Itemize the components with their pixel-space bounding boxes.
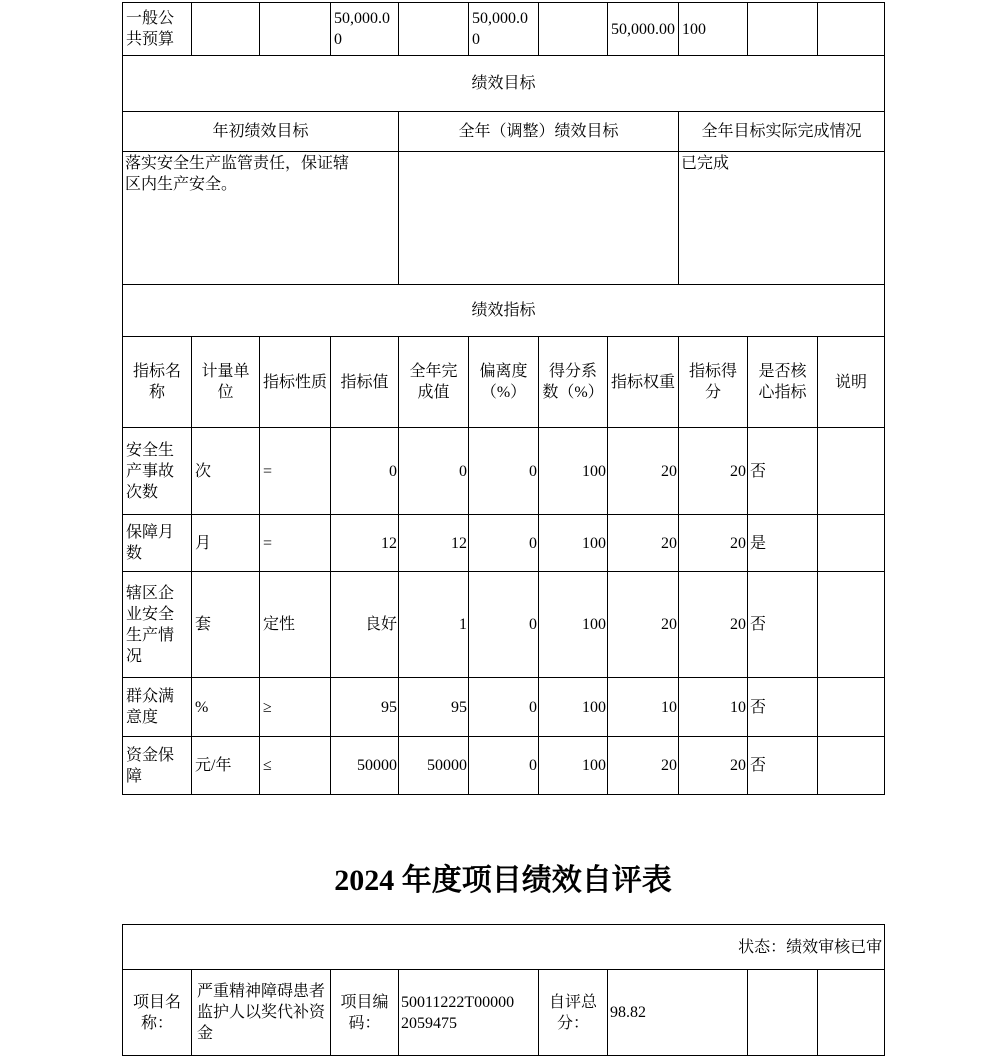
budget-performance-table	[122, 2, 885, 795]
indicator-target-cell: 50000	[331, 737, 399, 795]
indicator-nature-cell: ≤	[260, 737, 331, 795]
status-row	[123, 925, 885, 970]
indicator-weight-cell: 20	[608, 737, 679, 795]
indicator-nature-cell: 定性	[260, 572, 331, 678]
empty-cell	[539, 3, 608, 56]
indicator-unit-cell: 元/年	[192, 737, 260, 795]
header-core-indicator: 是否核心指标	[748, 337, 818, 428]
header-indicator-name: 指标名称	[123, 337, 192, 428]
status-badge: 状态：绩效审核已审	[123, 925, 885, 970]
adjusted-target-cell	[399, 152, 679, 285]
indicator-coefficient-cell: 100	[539, 515, 608, 572]
indicator-name-cell: 安全生产事故次数	[123, 428, 192, 515]
indicator-core-cell: 否	[748, 678, 818, 737]
indicator-unit-cell: 月	[192, 515, 260, 572]
empty-cell	[260, 3, 331, 56]
indicator-completed-cell: 0	[399, 428, 469, 515]
indicator-unit-cell: %	[192, 678, 260, 737]
indicator-coefficient-cell: 100	[539, 678, 608, 737]
initial-target-header: 年初绩效目标	[123, 112, 399, 152]
indicator-core-cell: 否	[748, 737, 818, 795]
indicator-name-cell: 保障月数	[123, 515, 192, 572]
indicator-score-cell: 10	[679, 678, 748, 737]
indicator-score-cell: 20	[679, 515, 748, 572]
indicator-weight-cell: 10	[608, 678, 679, 737]
initial-target-cell	[123, 152, 399, 285]
indicator-completed-cell: 12	[399, 515, 469, 572]
indicator-target-cell: 良好	[331, 572, 399, 678]
indicator-target-cell: 95	[331, 678, 399, 737]
indicator-name-cell: 辖区企业安全生产情况	[123, 572, 192, 678]
adjusted-target-header: 全年（调整）绩效目标	[399, 112, 679, 152]
indicator-coefficient-cell: 100	[539, 737, 608, 795]
project-code-label: 项目编码：	[331, 970, 399, 1056]
indicator-row	[123, 428, 885, 515]
indicator-target-cell: 0	[331, 428, 399, 515]
self-eval-table	[122, 924, 885, 1056]
header-unit: 计量单位	[192, 337, 260, 428]
actual-completion-header: 全年目标实际完成情况	[679, 112, 885, 152]
budget-row	[123, 3, 885, 56]
indicator-unit-cell: 次	[192, 428, 260, 515]
indicator-row	[123, 515, 885, 572]
project-code-value: 50011222T000002059475	[401, 993, 515, 1032]
indicator-deviation-cell: 0	[469, 515, 539, 572]
indicator-nature-cell: =	[260, 428, 331, 515]
indicator-completed-cell: 95	[399, 678, 469, 737]
indicator-note-cell	[818, 428, 885, 515]
header-deviation: 偏离度（%）	[469, 337, 539, 428]
budget-amount-cell: 50,000.00	[331, 3, 399, 56]
initial-target-text: 落实安全生产监管责任，保证辖区内生产安全。	[125, 155, 350, 193]
funding-source-cell: 一般公共预算	[123, 3, 192, 56]
header-completed-value: 全年完成值	[399, 337, 469, 428]
indicator-weight-cell: 20	[608, 515, 679, 572]
indicator-note-cell	[818, 572, 885, 678]
adjusted-amount-cell: 50,000.00	[469, 3, 539, 56]
indicator-nature-cell: ≥	[260, 678, 331, 737]
indicator-deviation-cell: 0	[469, 572, 539, 678]
indicator-row	[123, 572, 885, 678]
self-score-label: 自评总分：	[539, 970, 608, 1056]
indicator-name-cell: 群众满意度	[123, 678, 192, 737]
indicator-weight-cell: 20	[608, 572, 679, 678]
indicator-weight-cell: 20	[608, 428, 679, 515]
indicator-completed-cell: 1	[399, 572, 469, 678]
project-info-row	[123, 970, 885, 1056]
indicator-deviation-cell: 0	[469, 737, 539, 795]
header-target-value: 指标值	[331, 337, 399, 428]
empty-cell	[192, 3, 260, 56]
empty-cell	[818, 3, 885, 56]
indicators-header-row	[123, 337, 885, 428]
targets-section-title: 绩效目标	[123, 56, 885, 112]
indicator-row	[123, 678, 885, 737]
indicator-core-cell: 否	[748, 572, 818, 678]
project-name-cell: 严重精神障碍患者监护人以奖代补资金	[192, 970, 331, 1056]
indicator-score-cell: 20	[679, 737, 748, 795]
indicator-note-cell	[818, 737, 885, 795]
indicator-score-cell: 20	[679, 428, 748, 515]
indicators-section-title: 绩效指标	[123, 285, 885, 337]
actual-amount-cell: 50,000.00	[608, 3, 679, 56]
targets-header-row	[123, 112, 885, 152]
execution-rate-cell: 100	[679, 3, 748, 56]
targets-content-row	[123, 152, 885, 285]
targets-section-row	[123, 56, 885, 112]
page-title: 2024 年度项目绩效自评表	[334, 864, 672, 897]
header-weight: 指标权重	[608, 337, 679, 428]
indicator-row	[123, 737, 885, 795]
project-name-label: 项目名称：	[123, 970, 192, 1056]
indicator-unit-cell: 套	[192, 572, 260, 678]
actual-completion-cell: 已完成	[679, 152, 885, 285]
indicator-coefficient-cell: 100	[539, 572, 608, 678]
indicator-name-cell: 资金保障	[123, 737, 192, 795]
self-score-cell: 98.82	[608, 970, 748, 1056]
indicator-note-cell	[818, 515, 885, 572]
indicator-target-cell: 12	[331, 515, 399, 572]
indicators-section-row	[123, 285, 885, 337]
empty-cell	[748, 970, 818, 1056]
empty-cell	[818, 970, 885, 1056]
header-score: 指标得分	[679, 337, 748, 428]
indicator-score-cell: 20	[679, 572, 748, 678]
indicator-deviation-cell: 0	[469, 428, 539, 515]
indicator-nature-cell: =	[260, 515, 331, 572]
project-code-cell	[399, 970, 539, 1056]
empty-cell	[748, 3, 818, 56]
indicator-deviation-cell: 0	[469, 678, 539, 737]
indicator-coefficient-cell: 100	[539, 428, 608, 515]
empty-cell	[399, 3, 469, 56]
indicator-completed-cell: 50000	[399, 737, 469, 795]
indicator-core-cell: 是	[748, 515, 818, 572]
header-score-coefficient: 得分系数（%）	[539, 337, 608, 428]
header-nature: 指标性质	[260, 337, 331, 428]
indicator-note-cell	[818, 678, 885, 737]
indicator-core-cell: 否	[748, 428, 818, 515]
header-note: 说明	[818, 337, 885, 428]
